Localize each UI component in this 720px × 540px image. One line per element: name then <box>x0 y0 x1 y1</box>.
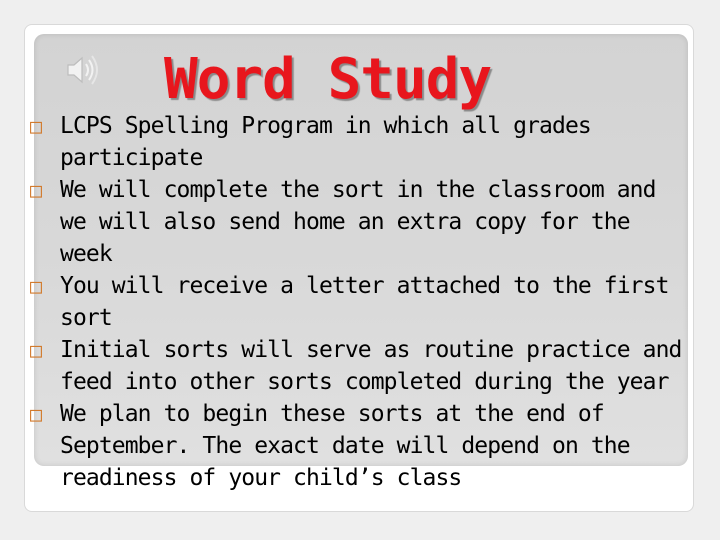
bullet-item <box>30 334 690 398</box>
bullet-item <box>30 174 690 270</box>
bullet-text: We will complete the sort in the classroom and we will also send home an extra copy for the week <box>60 177 656 267</box>
bullet-text: LCPS Spelling Program in which all grades participate <box>60 113 591 171</box>
bullet-item <box>30 110 690 174</box>
bullet-marker-icon: □ <box>30 114 42 138</box>
bullet-marker-icon: □ <box>30 178 42 202</box>
bullet-marker-icon: □ <box>30 402 42 426</box>
bullet-list <box>30 110 690 494</box>
bullet-text: We plan to begin these sorts at the end of September. The exact date will depend on the readiness of your child’s class <box>60 401 630 491</box>
bullet-text: Initial sorts will serve as routine practice and feed into other sorts completed during the year <box>60 337 682 395</box>
slide-title: Word Study <box>164 47 492 112</box>
bullet-item <box>30 270 690 334</box>
bullet-marker-icon: □ <box>30 338 42 362</box>
speaker-icon[interactable] <box>64 54 104 86</box>
bullet-marker-icon: □ <box>30 274 42 298</box>
bullet-item <box>30 398 690 494</box>
bullet-text: You will receive a letter attached to the first sort <box>60 273 669 331</box>
